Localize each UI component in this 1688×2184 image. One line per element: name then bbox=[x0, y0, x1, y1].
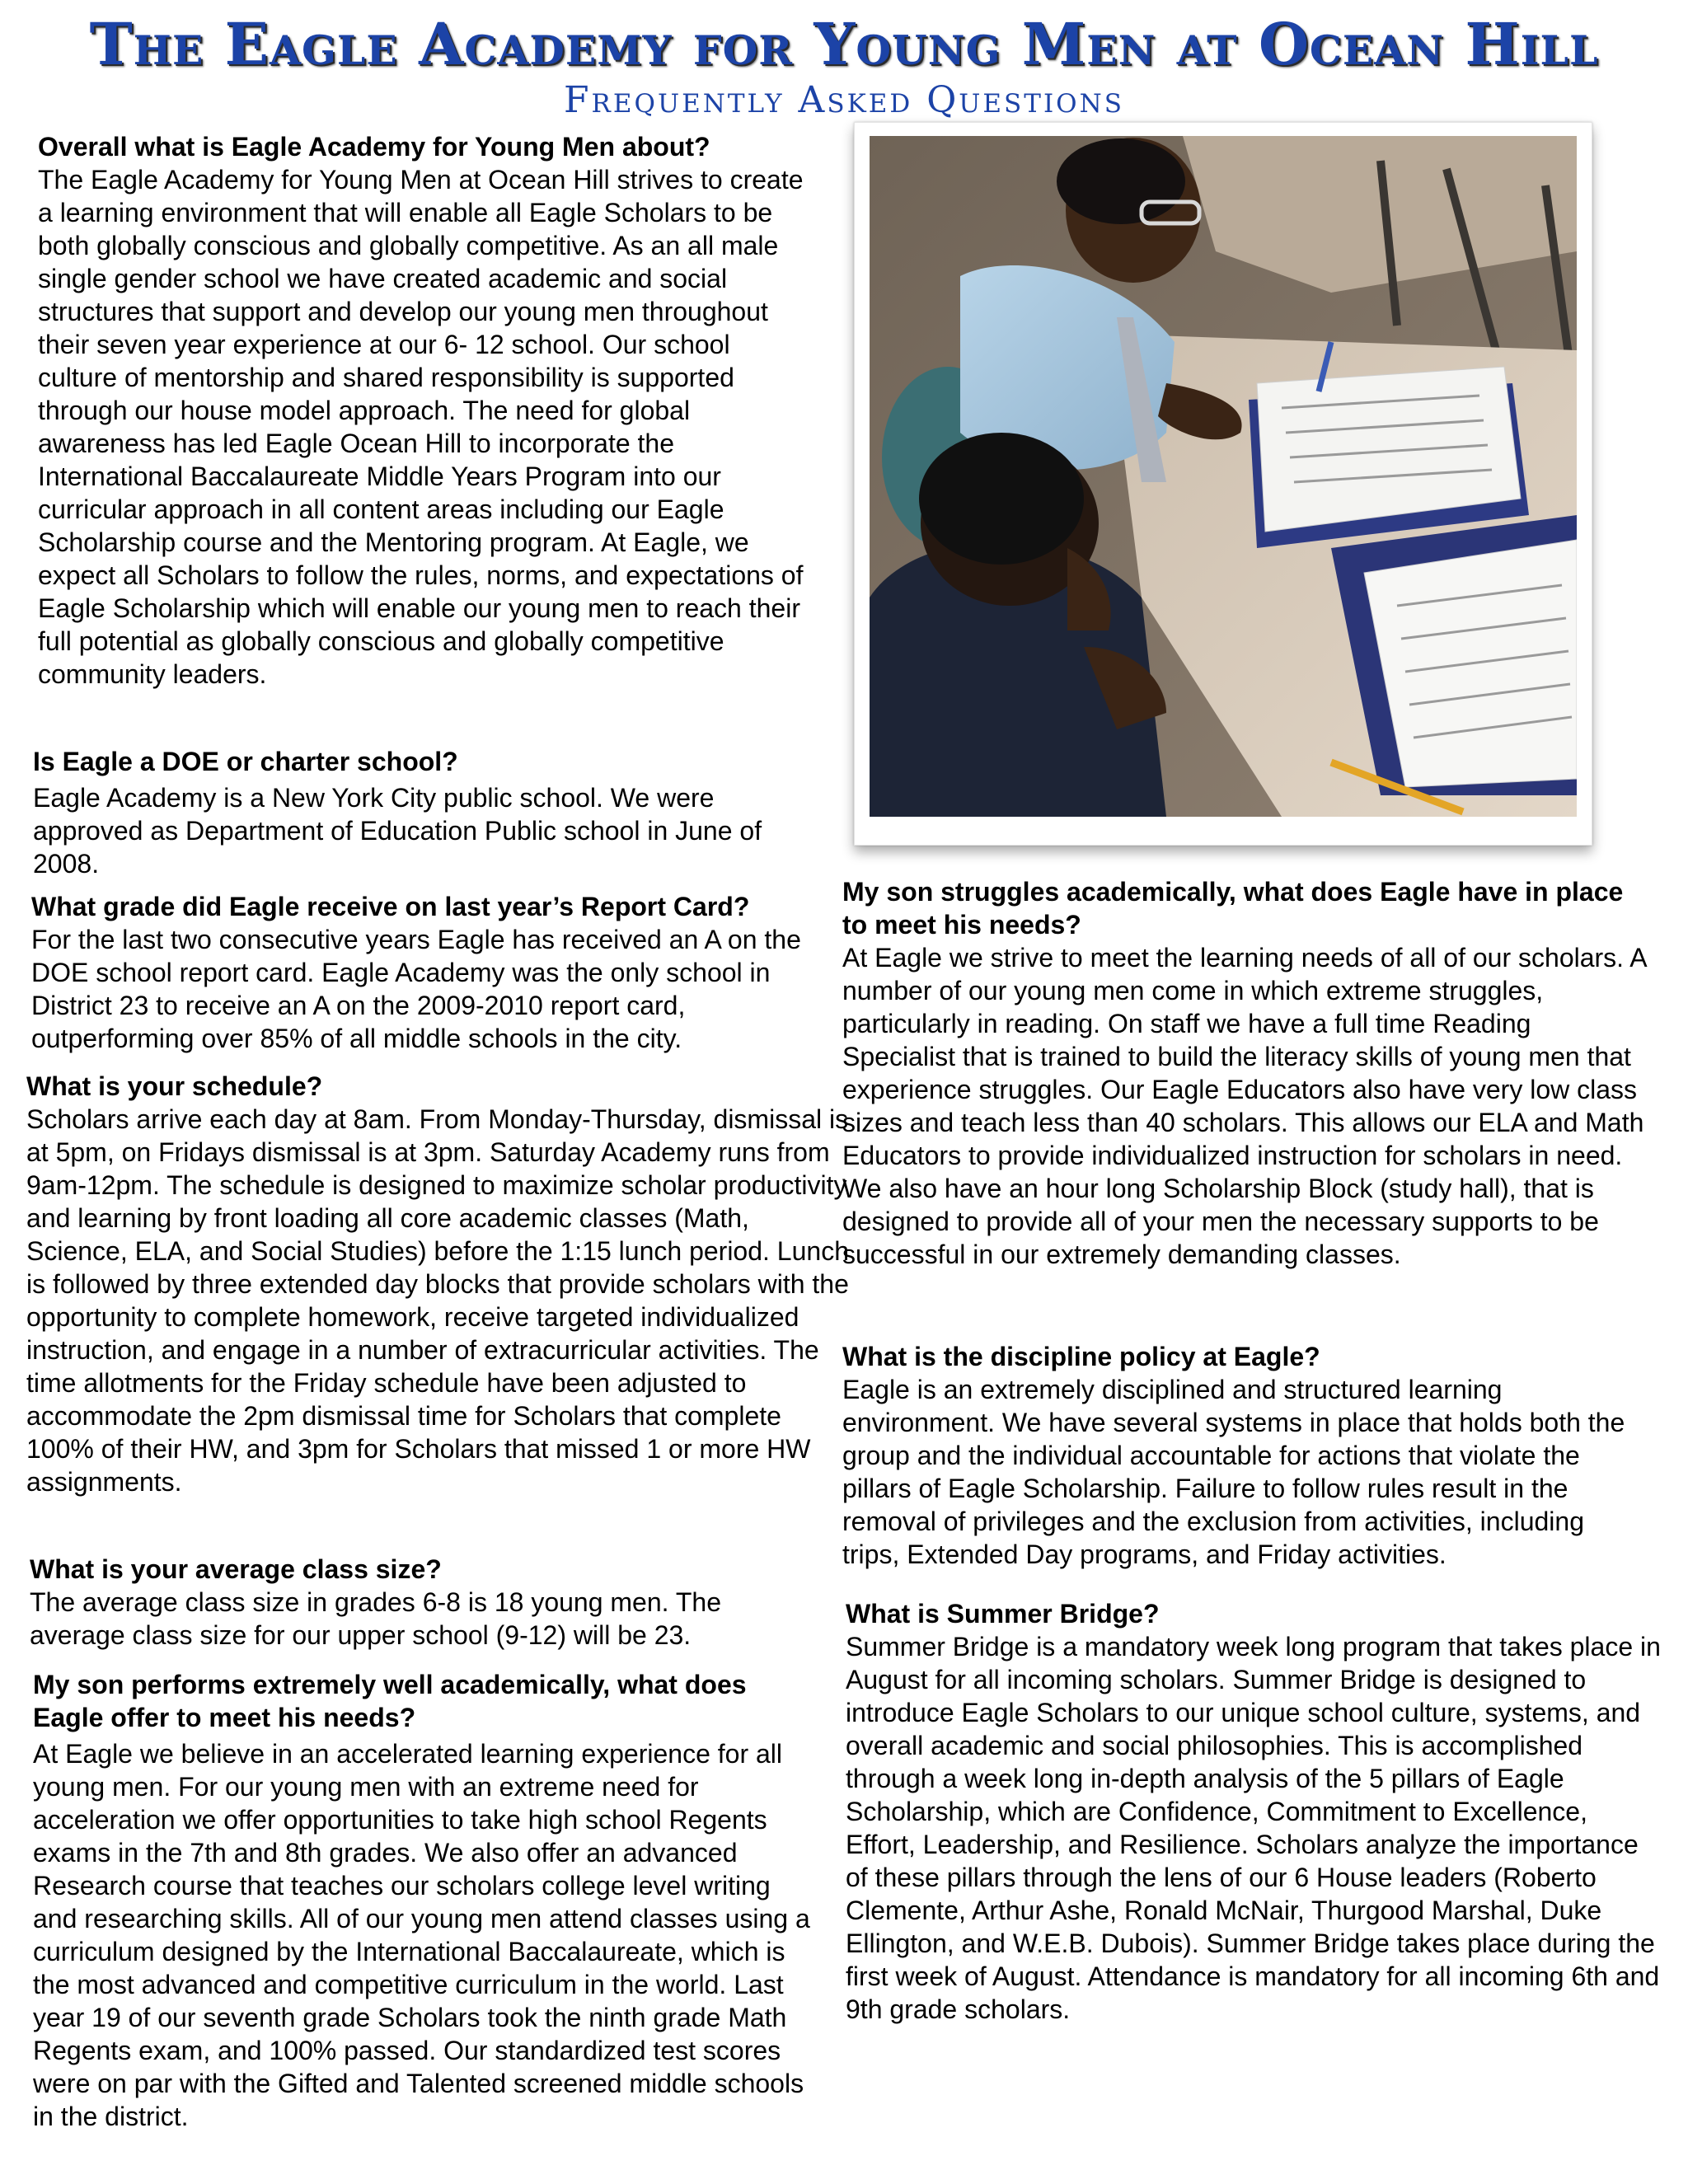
faq-summer-bridge bbox=[846, 1597, 1662, 2026]
faq-answer: At Eagle we strive to meet the learning needs of all of our scholars. A number of our young men come in which extreme struggles, particularly in reading. On staff we have a full time Reading Specialist that is trained to build the literacy skills of young men that experience struggles. Our Eagle Educators also have very low class sizes and teach less than 40 scholars. This allows our ELA and Math Educators to provide individualized instruction for scholars in need. We also have an hour long Scholarship Block (study hall), that is designed to provide all of your men the necessary supports to be successful in our extremely demanding classes. bbox=[842, 943, 1646, 1269]
faq-grade bbox=[31, 890, 823, 1055]
faq-performs-well bbox=[33, 1668, 816, 2133]
faq-question: My son performs extremely well academically, what does Eagle offer to meet his needs? bbox=[33, 1670, 747, 1732]
faq-discipline bbox=[842, 1340, 1647, 1571]
faq-schedule bbox=[26, 1070, 851, 1498]
classroom-students-working-icon bbox=[870, 136, 1577, 817]
faq-answer: At Eagle we believe in an accelerated learning experience for all young men. For our young men with an extreme need for acceleration we offer opportunities to take high school Regents exams in the 7th and 8th grades. We also offer an advanced Research course that teaches our scholars college level writing and researching skills. All of our young men attend classes using a curriculum designed by the International Baccalaureate, which is the most advanced and competitive curriculum in the world. Last year 19 of our seventh grade Scholars took the ninth grade Math Regents exam, and 100% passed. Our standardized test scores were on par with the Gifted and Talented screened middle schools in the district. bbox=[33, 1739, 810, 2131]
faq-question: Is Eagle a DOE or charter school? bbox=[33, 747, 458, 776]
faq-answer: Eagle Academy is a New York City public school. We were approved as Department of Education Public school in June of 2008. bbox=[33, 783, 762, 879]
faq-doe bbox=[33, 745, 816, 880]
faq-question: What grade did Eagle receive on last year’s Report Card? bbox=[31, 892, 750, 921]
faq-question: What is your schedule? bbox=[26, 1071, 323, 1101]
faq-question: What is your average class size? bbox=[30, 1554, 442, 1584]
faq-answer: Eagle is an extremely disciplined and structured learning environment. We have several systems in place that holds both the group and the individual accountable for actions that violate the pillars of Eagle Scholarship. Failure to follow rules result in the removal of privileges and the exclusion from activities, including trips, Extended Day programs, and Friday activities. bbox=[842, 1375, 1625, 1569]
faq-question: Overall what is Eagle Academy for Young Men about? bbox=[38, 132, 710, 162]
faq-answer: The average class size in grades 6-8 is 18 young men. The average class size for our upper school (9-12) will be 23. bbox=[30, 1587, 721, 1650]
page-title: The Eagle Academy for Young Men at Ocean Hill bbox=[89, 10, 1599, 78]
faq-answer: The Eagle Academy for Young Men at Ocean Hill strives to create a learning environment that will enable all Eagle Scholars to be both globally conscious and globally competitive. As an all male single gender school we have created academic and social structures that support and develop our young men throughout their seven year experience at our 6- 12 school. Our school culture of mentorship and shared responsibility is supported through our house model approach. The need for global awareness has led Eagle Ocean Hill to incorporate the International Baccalaureate Middle Years Program into our curricular approach in all content areas including our Eagle Scholarship course and the Mentoring program. At Eagle, we expect all Scholars to follow the rules, norms, and expectations of Eagle Scholarship which will enable our young men to reach their full potential as globally conscious and globally competitive community leaders. bbox=[38, 165, 804, 689]
faq-answer: Summer Bridge is a mandatory week long program that takes place in August for all incoming scholars. Summer Bridge is designed to introduce Eagle Scholars to our unique school culture, systems, and overall academic and social philosophies. This is accomplished through a week long in-depth analysis of the 5 pillars of Eagle Scholarship, which are Confidence, Commitment to Excellence, Effort, Leadership, and Resilience. Scholars analyze the importance of these pillars through the lens of our 6 House leaders (Roberto Clemente, Arthur Ashe, Ronald McNair, Thurgood Marshal, Duke Ellington, and W.E.B. Dubois). Summer Bridge takes place during the first week of August. Attendance is mandatory for all incoming 6th and 9th grade scholars. bbox=[846, 1632, 1661, 2024]
classroom-photo bbox=[854, 122, 1592, 846]
page-subtitle: Frequently Asked Questions bbox=[564, 79, 1124, 121]
faq-answer: Scholars arrive each day at 8am. From Monday-Thursday, dismissal is at 5pm, on Fridays dismissal is at 3pm. Saturday Academy runs from 9am-12pm. The schedule is designed to maximize scholar productivity and learning by front loading all core academic classes (Math, Science, ELA, and Social Studies) before the 1:15 lunch period. Lunch is followed by three extended day blocks that provide scholars with the opportunity to complete homework, receive targeted individualized instruction, and engage in a number of extracurricular activities. The time allotments for the Friday schedule have been adjusted to accommodate the 2pm dismissal time for Scholars that complete 100% of their HW, and 3pm for Scholars that missed 1 or more HW assignments. bbox=[26, 1104, 849, 1497]
faq-question: My son struggles academically, what does Eagle have in place to meet his needs? bbox=[842, 877, 1624, 940]
faq-class-size bbox=[30, 1553, 821, 1652]
faq-about bbox=[38, 130, 804, 691]
faq-struggles bbox=[842, 875, 1647, 1271]
faq-question: What is Summer Bridge? bbox=[846, 1599, 1160, 1629]
faq-question: What is the discipline policy at Eagle? bbox=[842, 1342, 1320, 1371]
faq-answer: For the last two consecutive years Eagle has received an A on the DOE school report card. Eagle Academy was the only school in District 23 to receive an A on the 2009-2010 report card, outperforming over 85% of all middle schools in the city. bbox=[31, 925, 801, 1053]
